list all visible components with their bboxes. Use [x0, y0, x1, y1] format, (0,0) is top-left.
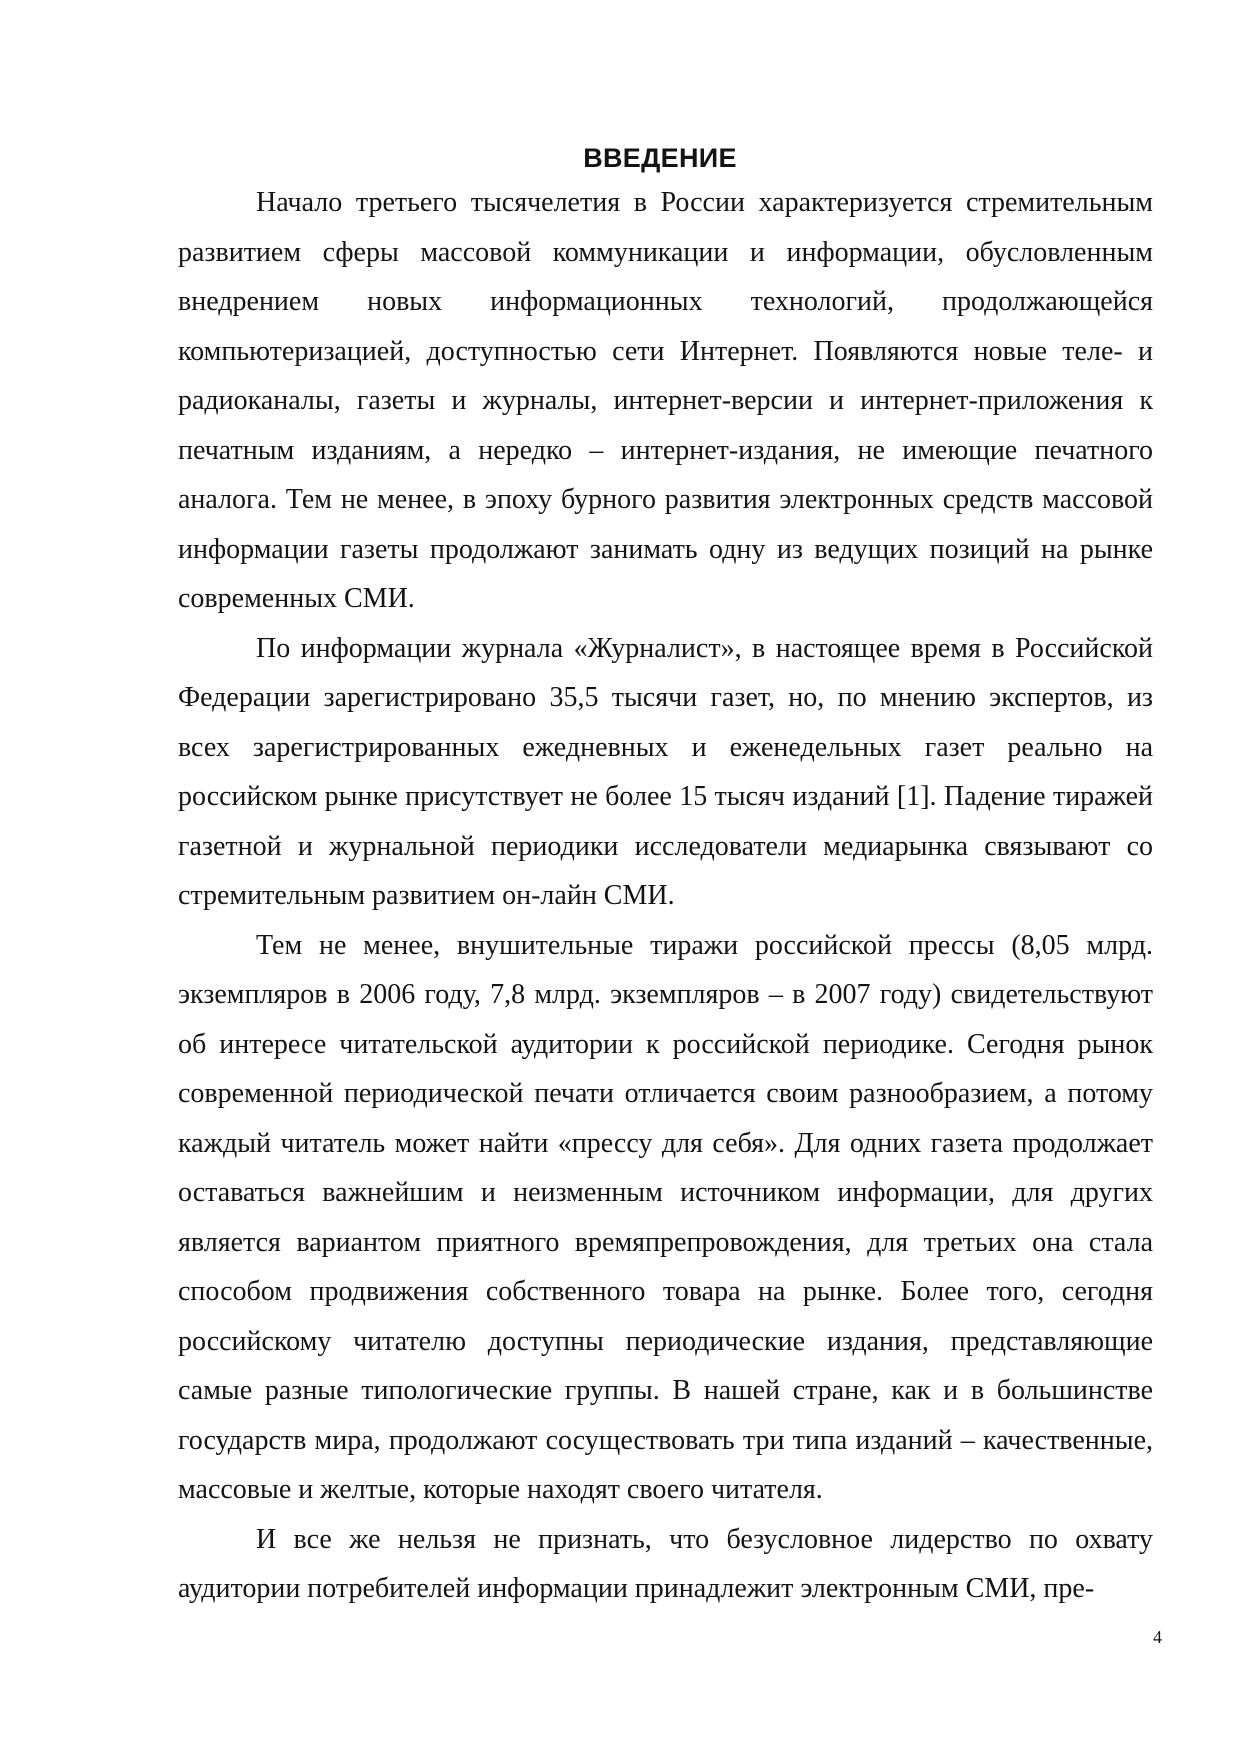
paragraph-electronic-media: И все же нельзя не признать, что безусловное лидерство по охвату аудитории потребителей информации принадлежит электронным СМИ, пре- — [178, 1523, 1153, 1604]
page-title: ВВЕДЕНИЕ — [583, 143, 737, 173]
paragraph-journalist-info: По информации журнала «Журналист», в настоящее время в Российской Федерации зарегистрировано 35,5 тысячи газет, но, по мнению экспертов, из всех зарегистрированных ежедневных и еженедельных газет реально на российском рынке присутствует не более 15 тысяч изданий [1]. Падение тиражей газетной и журнальной периодики исследователи медиарынка связывают со стремительным развитием он-лайн СМИ. — [178, 632, 1153, 911]
paragraph-circulation: Тем не менее, внушительные тиражи российской прессы (8,05 млрд. экземпляров в 2006 году, 7,8 млрд. экземпляров – в 2007 году) свидетельствуют об интересе читательской аудитории к российской периодике. Сегодня рынок современной периодической печати отличается своим разнообразием, а потому каждый читатель может найти «прессу для себя». Для одних газета продолжает оставаться важнейшим и неизменным источником информации, для других является вариантом приятного времяпрепровождения, для третьих она стала способом продвижения собственного товара на рынке. Более того, сегодня российскому читателю доступны периодические издания, представляющие самые разные типологические группы. В нашей стране, как и в большинстве государств мира, продолжают сосуществовать три типа изданий – качественные, массовые и желтые, которые находят своего читателя. — [178, 929, 1153, 1505]
paragraph-intro: Начало третьего тысячелетия в России характеризуется стремительным развитием сферы массовой коммуникации и информации, обусловленным внедрением новых информационных технологий, продолжающейся компьютеризацией, доступностью сети Интернет. Появляются новые теле- и радиоканалы, газеты и журналы, интернет-версии и интернет-приложения к печатным изданиям, а нередко – интернет-издания, не имеющие печатного аналога. Тем не менее, в эпоху бурного развития электронных средств массовой информации газеты продолжают занимать одну из ведущих позиций на рынке современных СМИ. — [178, 187, 1153, 614]
body-text — [178, 178, 1153, 1614]
page-number: 4 — [1153, 1627, 1162, 1647]
